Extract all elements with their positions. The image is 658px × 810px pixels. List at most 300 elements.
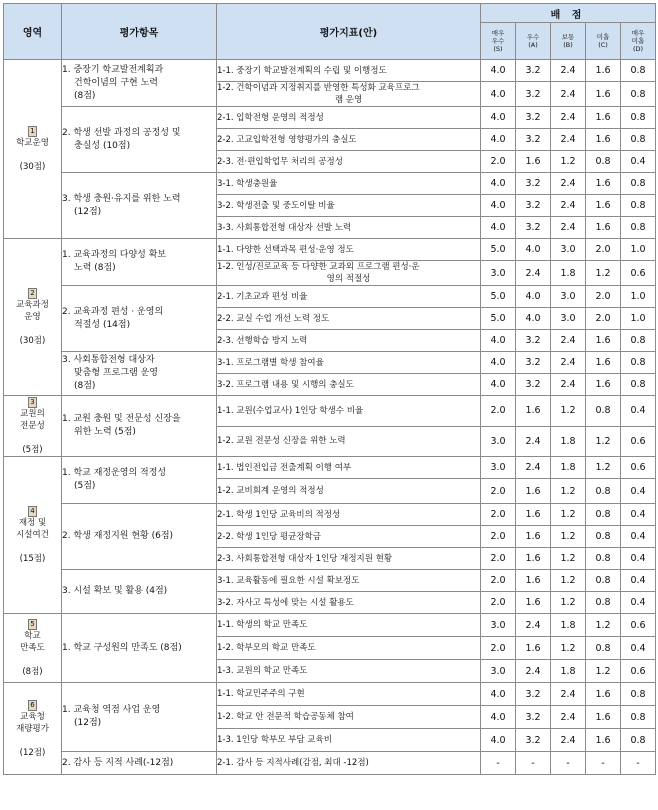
area-cell: [4, 457, 62, 614]
score-level-a: 3.2: [516, 706, 551, 729]
item-text: 1. 교육과정의 다양성 확보: [62, 250, 167, 260]
score-level-s: 3.0: [481, 261, 516, 286]
score-level-s: 2.0: [481, 637, 516, 660]
score-level-a: -: [516, 752, 551, 775]
score-level-c: 2.0: [586, 308, 621, 330]
area-number: 4: [28, 506, 37, 517]
indicator-row: [4, 683, 656, 706]
score-level-s: 4.0: [481, 352, 516, 374]
score-level-d: 0.8: [621, 374, 656, 396]
score-level-d: 0.4: [621, 151, 656, 173]
header-row: [4, 4, 656, 23]
indicator-row: [4, 752, 656, 775]
area-name: 시설여건: [16, 530, 49, 540]
area-number: 6: [28, 700, 37, 711]
score-level-b: 2.4: [551, 217, 586, 239]
indicator-row: [4, 239, 656, 261]
indicator-row: [4, 570, 656, 592]
score-level-d: 0.8: [621, 706, 656, 729]
score-level-b: 2.4: [551, 129, 586, 151]
indicator-text: 2-3. 선행학습 방지 노력: [217, 335, 308, 346]
indicator-row: [4, 286, 656, 308]
score-level-c: 1.2: [586, 426, 621, 457]
area-cell: [4, 396, 62, 457]
indicator-cell: [217, 457, 481, 479]
level-b-header: [551, 23, 586, 60]
item-cell: [62, 396, 217, 457]
item-text: 2. 교육과정 편성 · 운영의: [62, 306, 164, 317]
item-text: 1. 교원 충원 및 전문성 신장을: [62, 414, 181, 424]
score-level-d: 0.8: [621, 195, 656, 217]
score-level-b: 2.4: [551, 374, 586, 396]
indicator-cell: [217, 683, 481, 706]
indicator-cell: [217, 352, 481, 374]
indicator-cell: [217, 374, 481, 396]
score-level-b: 2.4: [551, 729, 586, 752]
score-level-d: 0.6: [621, 426, 656, 457]
indicator-cell: [217, 82, 481, 107]
indicator-cell: [217, 107, 481, 129]
score-level-d: 0.4: [621, 479, 656, 504]
indicator-cell: [217, 396, 481, 427]
item-cell: [62, 683, 217, 752]
indicator-cell: [217, 195, 481, 217]
area-points: (12점): [19, 747, 46, 758]
level-c-header: [586, 23, 621, 60]
score-level-b: 1.2: [551, 504, 586, 526]
indicator-cell: [217, 592, 481, 614]
area-name: 운영: [24, 312, 41, 322]
score-level-b: 1.8: [551, 261, 586, 286]
score-level-a: 2.4: [516, 261, 551, 286]
level-label: 미흡: [596, 33, 610, 41]
score-level-s: 3.0: [481, 457, 516, 479]
item-cell: [62, 752, 217, 775]
item-text: 1. 교육청 역점 사업 운영: [62, 705, 161, 715]
score-level-b: 1.2: [551, 151, 586, 173]
score-level-a: 3.2: [516, 195, 551, 217]
score-level-d: 0.6: [621, 457, 656, 479]
level-label: (D): [632, 45, 644, 53]
level-s-header: [481, 23, 516, 60]
area-points: (5점): [22, 445, 43, 455]
item-cell: [62, 352, 217, 396]
score-level-d: 0.4: [621, 637, 656, 660]
item-text: 3. 사회통합전형 대상자: [62, 355, 155, 365]
score-level-d: 0.6: [621, 261, 656, 286]
item-cell: [62, 60, 217, 107]
score-level-a: 3.2: [516, 82, 551, 107]
indicator-row: [4, 504, 656, 526]
score-level-d: 0.8: [621, 352, 656, 374]
score-level-s: 4.0: [481, 330, 516, 352]
score-level-c: 0.8: [586, 504, 621, 526]
score-level-d: -: [621, 752, 656, 775]
indicator-row: [4, 173, 656, 195]
level-label: (A): [528, 41, 538, 49]
score-level-b: 2.4: [551, 683, 586, 706]
score-level-d: 1.0: [621, 286, 656, 308]
indicator-cell: [217, 308, 481, 330]
indicator-row: [4, 614, 656, 637]
score-level-d: 0.8: [621, 60, 656, 82]
indicator-text: 2-3. 사회통합전형 대상자 1인당 재정지원 현황: [217, 553, 393, 564]
score-level-s: 2.0: [481, 396, 516, 427]
indicator-cell: [217, 479, 481, 504]
score-level-a: 1.6: [516, 526, 551, 548]
area-points: (15점): [19, 554, 46, 564]
indicator-text: 1-2. 교원 전문성 신장을 위한 노력: [217, 436, 346, 447]
level-label: (S): [493, 45, 503, 53]
item-cell: [62, 107, 217, 173]
score-level-a: 1.6: [516, 396, 551, 427]
indicator-text: 2-1. 감사 등 지적사례(감점, 최대 -12점): [217, 758, 369, 768]
score-level-a: 3.2: [516, 352, 551, 374]
level-label: 미흡: [631, 37, 645, 45]
score-level-b: 1.2: [551, 396, 586, 427]
score-level-c: 0.8: [586, 592, 621, 614]
indicator-text: 1-2. 건학이념과 지정취지를 반영한 특성화 교육프로그: [217, 83, 420, 93]
score-level-b: 2.4: [551, 352, 586, 374]
indicator-row: [4, 396, 656, 427]
score-level-b: 1.2: [551, 526, 586, 548]
indicator-text: 2-3. 전·편입학업무 처리의 공정성: [217, 156, 343, 167]
score-level-d: 0.8: [621, 107, 656, 129]
indicator-text: 1-3. 1인당 학부모 부담 교육비: [217, 735, 332, 745]
score-level-a: 1.6: [516, 504, 551, 526]
score-level-b: 2.4: [551, 60, 586, 82]
score-level-a: 2.4: [516, 614, 551, 637]
score-level-c: 1.2: [586, 457, 621, 479]
score-level-s: 5.0: [481, 239, 516, 261]
score-level-d: 0.4: [621, 396, 656, 427]
item-header: 평가항목: [62, 4, 217, 60]
area-cell: [4, 614, 62, 683]
score-level-c: 0.8: [586, 570, 621, 592]
score-level-a: 3.2: [516, 217, 551, 239]
score-level-b: 3.0: [551, 286, 586, 308]
indicator-cell: [217, 729, 481, 752]
score-level-a: 4.0: [516, 286, 551, 308]
score-level-d: 0.6: [621, 660, 656, 683]
level-label: 보통: [561, 33, 575, 41]
score-level-d: 0.4: [621, 548, 656, 570]
indicator-header: 평가지표(안): [217, 4, 481, 60]
score-level-c: 2.0: [586, 239, 621, 261]
level-label: 우수: [526, 33, 540, 41]
indicator-cell: [217, 129, 481, 151]
item-text: 맞춤형 프로그램 운영: [74, 368, 158, 378]
indicator-cell: [217, 330, 481, 352]
score-level-a: 1.6: [516, 548, 551, 570]
indicator-text: 1-1. 중장기 학교발전계획의 수립 및 이행정도: [217, 65, 387, 76]
indicator-cell: [217, 706, 481, 729]
indicator-text: 1-1. 법인전입금 전출계획 이행 여부: [217, 462, 352, 473]
score-level-a: 2.4: [516, 457, 551, 479]
indicator-cell: [217, 614, 481, 637]
level-label: 우수: [491, 37, 505, 45]
indicator-row: [4, 457, 656, 479]
item-cell: [62, 173, 217, 239]
item-text: 2. 학생 선발 과정의 공정성 및: [62, 127, 181, 138]
score-level-c: 1.6: [586, 352, 621, 374]
indicator-text: 1-2. 학교 안 전문적 학습공동체 참여: [217, 712, 354, 722]
score-level-s: 4.0: [481, 107, 516, 129]
score-level-c: 1.6: [586, 173, 621, 195]
score-level-c: 0.8: [586, 637, 621, 660]
score-header: 배 점: [481, 4, 656, 23]
score-level-c: 1.6: [586, 107, 621, 129]
score-level-b: 1.2: [551, 570, 586, 592]
item-text: (5점): [74, 481, 96, 491]
item-text: 2. 학생 재정지원 현황 (6점): [62, 531, 174, 541]
area-points: (30점): [19, 336, 46, 346]
indicator-text: 3-3. 사회통합전형 대상자 선발 노력: [217, 222, 352, 233]
score-level-a: 3.2: [516, 729, 551, 752]
score-level-c: 1.6: [586, 706, 621, 729]
score-level-b: 3.0: [551, 239, 586, 261]
score-level-c: 0.8: [586, 479, 621, 504]
level-label: 매우: [631, 29, 645, 37]
indicator-text: 3-1. 교육활동에 필요한 시설 확보정도: [217, 575, 360, 586]
score-level-s: 3.0: [481, 660, 516, 683]
area-name: 학교: [24, 631, 41, 641]
item-cell: [62, 239, 217, 286]
area-points: (30점): [19, 162, 46, 172]
score-level-a: 3.2: [516, 129, 551, 151]
score-level-b: 3.0: [551, 308, 586, 330]
area-cell: [4, 60, 62, 239]
score-level-c: 0.8: [586, 526, 621, 548]
score-level-d: 0.8: [621, 729, 656, 752]
indicator-text: 2-1. 기초교과 편성 비율: [217, 291, 308, 302]
area-number: 2: [28, 288, 37, 299]
area-name: 전문성: [20, 421, 45, 431]
indicator-text: 1-3. 교원의 학교 만족도: [217, 666, 308, 676]
evaluation-table: [3, 3, 656, 775]
indicator-cell: [217, 660, 481, 683]
score-level-s: 2.0: [481, 570, 516, 592]
score-level-d: 0.4: [621, 526, 656, 548]
item-text: 충실성 (10점): [74, 140, 131, 151]
area-name: 재량평가: [16, 723, 49, 734]
area-number: 3: [28, 397, 37, 408]
score-level-s: 4.0: [481, 82, 516, 107]
indicator-cell: [217, 60, 481, 82]
indicator-text: 2-2. 학생 1인당 평균장학금: [217, 531, 321, 542]
score-level-c: 1.6: [586, 683, 621, 706]
score-level-c: 1.6: [586, 217, 621, 239]
score-level-c: 1.2: [586, 261, 621, 286]
score-level-b: -: [551, 752, 586, 775]
indicator-text: 1-1. 학교민주주의 구현: [217, 689, 305, 699]
indicator-cell: [217, 504, 481, 526]
score-level-s: 5.0: [481, 308, 516, 330]
score-level-c: 1.6: [586, 82, 621, 107]
indicator-text: 2-1. 학생 1인당 교육비의 적정성: [217, 509, 341, 520]
score-level-s: 4.0: [481, 173, 516, 195]
score-level-b: 1.2: [551, 637, 586, 660]
indicator-cell: [217, 526, 481, 548]
level-label: 매우: [491, 29, 505, 37]
score-level-d: 1.0: [621, 308, 656, 330]
score-level-c: -: [586, 752, 621, 775]
indicator-cell: [217, 151, 481, 173]
score-level-c: 1.2: [586, 660, 621, 683]
score-level-a: 1.6: [516, 592, 551, 614]
item-text: 건학이념의 구현 노력: [74, 77, 158, 88]
item-text: (12점): [74, 718, 102, 728]
score-level-a: 1.6: [516, 570, 551, 592]
score-level-b: 2.4: [551, 107, 586, 129]
score-level-a: 2.4: [516, 426, 551, 457]
indicator-cell: [217, 239, 481, 261]
indicator-text: 1-2. 학부모의 학교 만족도: [217, 643, 316, 653]
score-level-c: 1.6: [586, 129, 621, 151]
indicator-text: 1-1. 다양한 선택과목 편성·운영 정도: [217, 244, 354, 255]
item-cell: [62, 457, 217, 504]
score-level-a: 3.2: [516, 374, 551, 396]
indicator-cell: [217, 637, 481, 660]
score-level-s: 4.0: [481, 195, 516, 217]
item-text: 1. 중장기 학교발전계획과: [62, 64, 164, 75]
item-text: (12점): [74, 206, 102, 217]
item-text: 노력 (8점): [74, 263, 116, 273]
score-level-s: 2.0: [481, 526, 516, 548]
score-level-s: 2.0: [481, 479, 516, 504]
score-level-a: 3.2: [516, 60, 551, 82]
indicator-row: [4, 107, 656, 129]
area-cell: [4, 239, 62, 396]
level-d-header: [621, 23, 656, 60]
score-level-c: 1.2: [586, 614, 621, 637]
score-level-a: 1.6: [516, 479, 551, 504]
score-level-c: 1.6: [586, 374, 621, 396]
score-level-s: 4.0: [481, 706, 516, 729]
score-level-s: 4.0: [481, 217, 516, 239]
item-cell: [62, 570, 217, 614]
indicator-text: 2-2. 고교입학전형 영향평가의 충실도: [217, 134, 357, 145]
indicator-cell: [217, 548, 481, 570]
item-text: 위한 노력 (5점): [74, 427, 136, 437]
indicator-text: 램 운영: [334, 95, 363, 105]
score-level-b: 2.4: [551, 706, 586, 729]
indicator-text: 2-2. 교실 수업 개선 노력 정도: [217, 313, 330, 324]
score-level-c: 0.8: [586, 548, 621, 570]
score-level-d: 0.8: [621, 330, 656, 352]
score-level-b: 1.2: [551, 479, 586, 504]
score-level-b: 1.8: [551, 660, 586, 683]
indicator-cell: [217, 570, 481, 592]
indicator-text: 1-2. 교비회계 운영의 적정성: [217, 486, 324, 496]
score-level-b: 1.8: [551, 614, 586, 637]
score-level-a: 3.2: [516, 683, 551, 706]
score-level-a: 4.0: [516, 308, 551, 330]
area-header: 영역: [4, 4, 62, 60]
score-level-b: 1.2: [551, 548, 586, 570]
indicator-cell: [217, 426, 481, 457]
score-level-d: 0.8: [621, 173, 656, 195]
score-level-b: 2.4: [551, 195, 586, 217]
area-name: 교원의: [20, 409, 45, 419]
item-text: 2. 감사 등 지적 사례(-12점): [62, 757, 174, 768]
indicator-cell: [217, 261, 481, 286]
score-level-b: 1.2: [551, 592, 586, 614]
score-level-c: 0.8: [586, 151, 621, 173]
area-name: 교육청: [20, 711, 45, 722]
score-level-s: 4.0: [481, 374, 516, 396]
score-level-b: 1.8: [551, 426, 586, 457]
score-level-c: 2.0: [586, 286, 621, 308]
score-level-s: 2.0: [481, 151, 516, 173]
level-a-header: [516, 23, 551, 60]
area-number: 5: [28, 619, 37, 630]
indicator-row: [4, 60, 656, 82]
item-text: 1. 학교 재정운영의 적정성: [62, 468, 167, 478]
score-level-s: 2.0: [481, 592, 516, 614]
score-level-a: 3.2: [516, 330, 551, 352]
score-level-c: 1.6: [586, 729, 621, 752]
indicator-text: 3-1. 프로그램별 학생 참여율: [217, 357, 324, 368]
score-level-b: 2.4: [551, 330, 586, 352]
item-text: 3. 시설 확보 및 활용 (4점): [62, 586, 168, 596]
score-level-d: 0.8: [621, 217, 656, 239]
score-level-c: 1.6: [586, 330, 621, 352]
indicator-cell: [217, 173, 481, 195]
score-level-s: 4.0: [481, 129, 516, 151]
indicator-text: 1-1. 교원(수업교사) 1인당 학생수 비율: [217, 405, 364, 416]
score-level-d: 0.4: [621, 504, 656, 526]
score-level-a: 2.4: [516, 660, 551, 683]
score-level-s: 4.0: [481, 729, 516, 752]
score-level-s: -: [481, 752, 516, 775]
item-cell: [62, 504, 217, 570]
score-level-d: 0.4: [621, 570, 656, 592]
indicator-row: [4, 352, 656, 374]
indicator-text: 1-2. 인성/진로교육 등 다양한 교과외 프로그램 편성·운: [217, 262, 420, 272]
score-level-s: 4.0: [481, 683, 516, 706]
indicator-text: 3-2. 프로그램 내용 및 시행의 충실도: [217, 379, 354, 390]
score-level-s: 5.0: [481, 286, 516, 308]
item-text: 1. 학교 구성원의 만족도 (8점): [62, 642, 182, 653]
score-level-d: 0.8: [621, 129, 656, 151]
indicator-text: 영의 적절성: [326, 274, 371, 284]
indicator-text: 3-2. 학생전출 및 중도이탈 비율: [217, 200, 335, 211]
score-level-a: 3.2: [516, 107, 551, 129]
indicator-cell: [217, 752, 481, 775]
area-name: 재정 및: [18, 518, 47, 528]
indicator-text: 1-1. 학생의 학교 만족도: [217, 620, 308, 630]
score-level-s: 3.0: [481, 614, 516, 637]
score-level-a: 4.0: [516, 239, 551, 261]
score-level-d: 0.4: [621, 592, 656, 614]
area-name: 학교운영: [16, 138, 49, 148]
level-label: (B): [563, 41, 573, 49]
level-label: (C): [598, 41, 608, 49]
score-level-d: 0.6: [621, 614, 656, 637]
score-level-c: 1.6: [586, 195, 621, 217]
indicator-text: 3-2. 자사고 특성에 맞는 시설 활용도: [217, 597, 354, 608]
area-points: (8점): [22, 667, 43, 677]
score-level-b: 2.4: [551, 82, 586, 107]
item-cell: [62, 286, 217, 352]
score-level-a: 1.6: [516, 637, 551, 660]
score-level-s: 2.0: [481, 548, 516, 570]
area-number: 1: [28, 126, 37, 137]
score-level-c: 1.6: [586, 60, 621, 82]
score-level-d: 0.8: [621, 683, 656, 706]
indicator-text: 2-1. 입학전형 운영의 적정성: [217, 112, 324, 123]
